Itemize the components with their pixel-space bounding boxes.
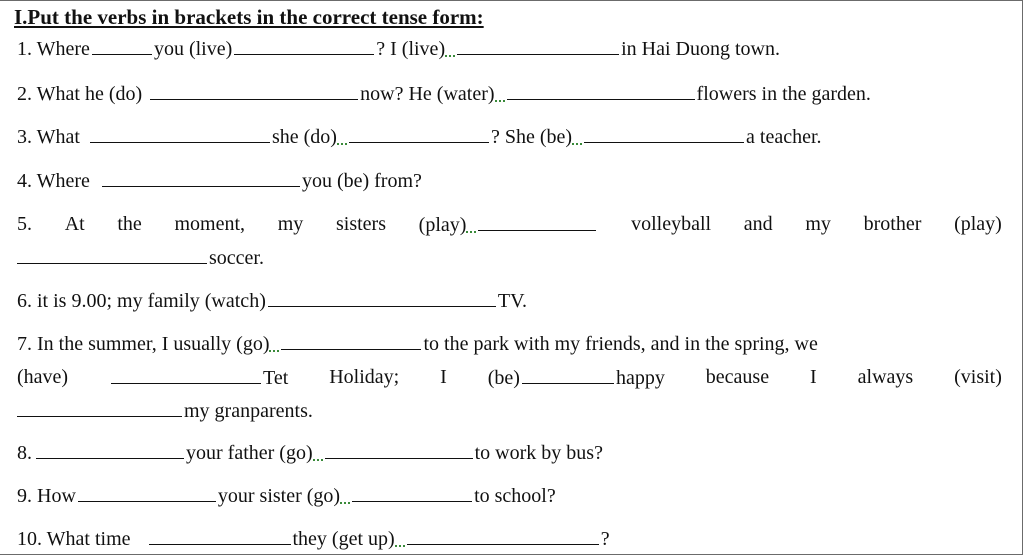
q2-blank-1[interactable] xyxy=(150,81,358,100)
spellcheck-mark xyxy=(313,455,323,461)
question-7-line-2 xyxy=(17,365,1002,390)
q9-text-c: to school? xyxy=(474,485,556,507)
q5-word: and xyxy=(743,213,773,235)
spellcheck-mark xyxy=(337,139,347,145)
q3-blank-2[interactable] xyxy=(349,124,489,143)
q10-text-a: 10. What time xyxy=(17,528,131,550)
q6-blank-1[interactable] xyxy=(268,288,496,307)
q7-word: (have) xyxy=(17,366,69,388)
q2-text-b: now? He (water) xyxy=(360,83,495,105)
q1-text-c: ? I (live) xyxy=(376,38,446,60)
q3-blank-3[interactable] xyxy=(584,124,744,143)
question-7 xyxy=(17,331,818,356)
q7-blank-3[interactable] xyxy=(522,365,614,384)
q5-word: the xyxy=(117,213,142,235)
q4-text-a: 4. Where xyxy=(17,170,90,192)
exercise-title: I.Put the verbs in brackets in the correct tense form: xyxy=(14,5,484,29)
q8-blank-2[interactable] xyxy=(325,440,473,459)
question-5-line-2 xyxy=(17,245,264,270)
q7-text-line1b: to the park with my friends, and in the spring, we xyxy=(423,333,818,355)
q5-word: brother xyxy=(863,213,922,235)
question-6 xyxy=(17,288,527,313)
q4-blank-1[interactable] xyxy=(102,168,300,187)
q7-word: Tet xyxy=(263,367,289,389)
q1-text-d: in Hai Duong town. xyxy=(621,38,780,60)
q5-text-line2: soccer. xyxy=(209,247,264,269)
q1-blank-2[interactable] xyxy=(234,36,374,55)
q5-word: 5. xyxy=(17,213,32,235)
q5-word: At xyxy=(64,213,85,235)
q1-text-b: you (live) xyxy=(153,38,233,60)
q7-word: (be) xyxy=(487,367,520,389)
q7-word: I xyxy=(810,366,817,388)
q5-word: (play) xyxy=(954,213,1002,235)
q7-blank-4[interactable] xyxy=(17,398,182,417)
q8-blank-1[interactable] xyxy=(36,440,184,459)
q3-text-c: ? She (be) xyxy=(490,126,573,148)
question-10 xyxy=(17,526,610,551)
q3-blank-1[interactable] xyxy=(90,124,270,143)
q1-text-a: 1. Where xyxy=(17,38,90,60)
q7-text-line3: my granparents. xyxy=(184,400,313,422)
spellcheck-mark xyxy=(445,51,455,57)
q5-word: (play) xyxy=(418,214,467,236)
q9-blank-2[interactable] xyxy=(352,483,472,502)
spellcheck-mark xyxy=(572,139,582,145)
q2-text-c: flowers in the garden. xyxy=(696,83,871,105)
spellcheck-mark xyxy=(495,96,505,102)
question-4 xyxy=(17,168,422,193)
q8-text-c: to work by bus? xyxy=(474,442,603,464)
spellcheck-mark xyxy=(340,498,350,504)
q5-blank-1[interactable] xyxy=(478,212,596,231)
q2-text-a: 2. What he (do) xyxy=(17,83,143,105)
question-1 xyxy=(17,36,780,61)
q7-text-line1: 7. In the summer, I usually (go) xyxy=(17,333,270,355)
question-3 xyxy=(17,124,822,149)
question-5 xyxy=(17,212,1002,237)
q5-word: volleyball xyxy=(631,213,712,235)
spellcheck-mark xyxy=(395,541,405,547)
q7-word: happy xyxy=(615,367,665,389)
q7-word: (visit) xyxy=(954,366,1002,388)
q5-word: moment, xyxy=(174,213,246,235)
q7-word: because xyxy=(705,366,770,388)
q8-text-b: your father (go) xyxy=(186,442,313,464)
q6-text-b: TV. xyxy=(497,290,527,312)
q9-blank-1[interactable] xyxy=(78,483,216,502)
q3-text-a: 3. What xyxy=(17,126,80,148)
q10-blank-1[interactable] xyxy=(149,526,291,545)
q3-text-d: a teacher. xyxy=(746,126,822,148)
q3-text-b: she (do) xyxy=(271,126,337,148)
q10-text-b: they (get up) xyxy=(292,528,395,550)
q1-blank-1[interactable] xyxy=(92,36,152,55)
q9-text-b: your sister (go) xyxy=(217,485,341,507)
q10-text-c: ? xyxy=(600,528,610,550)
q10-blank-2[interactable] xyxy=(407,526,599,545)
q9-text-a: 9. How xyxy=(17,485,76,507)
q8-text-a: 8. xyxy=(17,442,32,464)
q7-word: Holiday; xyxy=(329,366,400,388)
q5-word: sisters xyxy=(335,213,386,235)
q5-blank-2[interactable] xyxy=(17,245,207,264)
q7-word: I xyxy=(440,366,447,388)
spellcheck-mark xyxy=(269,346,279,352)
question-7-line-3 xyxy=(17,398,313,423)
q6-text-a: 6. it is 9.00; my family (watch) xyxy=(17,290,266,312)
question-2 xyxy=(17,81,871,106)
q7-word: always xyxy=(857,366,914,388)
q5-word: my xyxy=(277,213,304,235)
question-9 xyxy=(17,483,556,508)
q7-blank-1[interactable] xyxy=(281,331,421,350)
question-8 xyxy=(17,440,603,465)
q1-blank-3[interactable] xyxy=(457,36,619,55)
q5-word: my xyxy=(805,213,831,235)
q2-blank-2[interactable] xyxy=(507,81,695,100)
q4-text-b: you (be) from? xyxy=(301,170,422,192)
spellcheck-mark xyxy=(466,227,476,233)
q7-blank-2[interactable] xyxy=(111,365,261,384)
